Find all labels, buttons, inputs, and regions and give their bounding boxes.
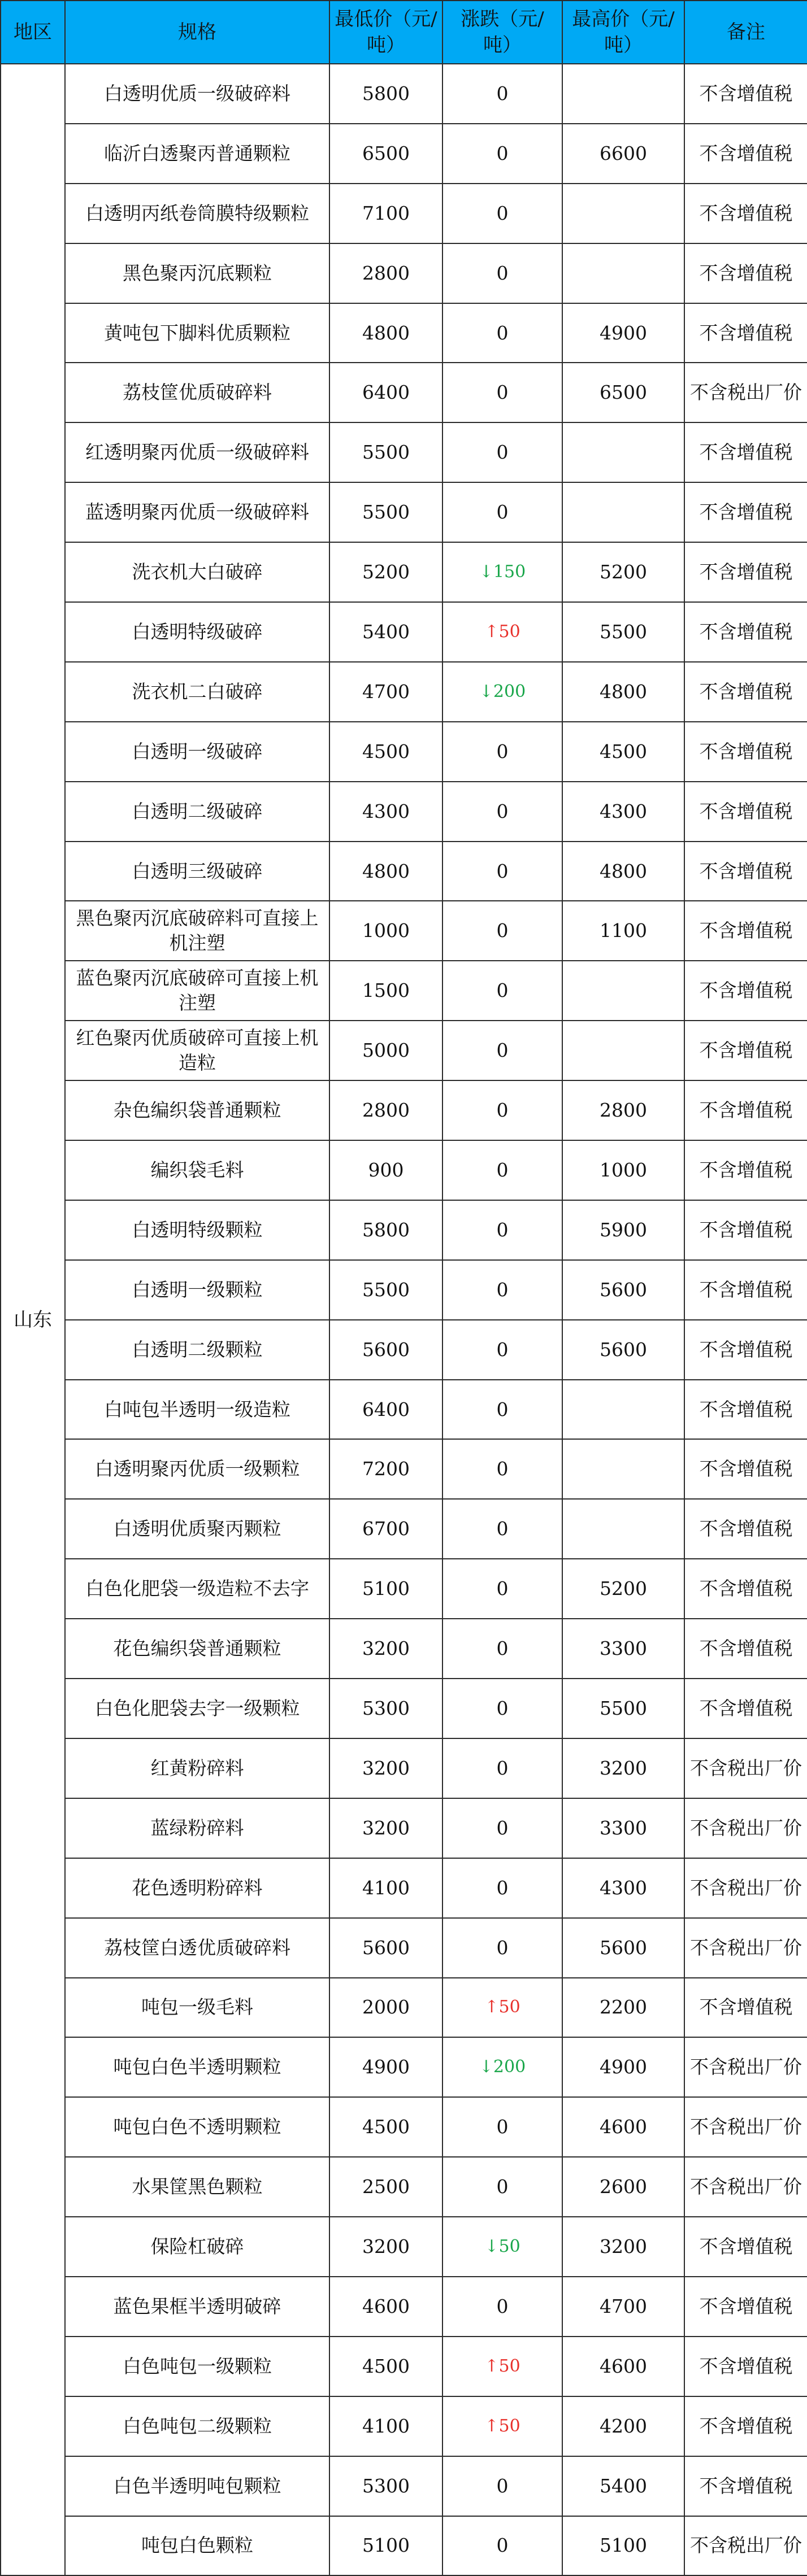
spec-cell: 白透明一级颗粒 [65,1260,329,1320]
note-cell: 不含增值税 [684,1021,807,1080]
spec-cell: 黄吨包下脚料优质颗粒 [65,303,329,363]
note-cell: 不含增值税 [684,303,807,363]
header-high-price: 最高价（元/吨） [562,1,684,64]
low-price-cell: 4100 [329,1858,442,1918]
change-cell: ↑50 [442,2337,562,2396]
high-price-cell: 3200 [562,2217,684,2277]
high-price-cell: 3200 [562,1738,684,1798]
table-row [1,1320,807,1380]
low-price-cell: 4500 [329,722,442,782]
region-cell: 山东 [1,64,65,2575]
spec-cell: 洗衣机二白破碎 [65,662,329,722]
high-price-cell [562,1439,684,1499]
table-row [1,662,807,722]
low-price-cell: 5500 [329,422,442,482]
change-cell: 0 [442,1200,562,1260]
note-cell: 不含增值税 [684,2337,807,2396]
table-row [1,961,807,1021]
high-price-cell: 4800 [562,842,684,901]
low-price-cell: 3200 [329,1798,442,1858]
note-cell: 不含增值税 [684,1499,807,1559]
high-price-cell: 4600 [562,2337,684,2396]
high-price-cell: 4600 [562,2097,684,2157]
note-cell: 不含增值税 [684,1140,807,1200]
change-cell: 0 [442,124,562,184]
change-cell: 0 [442,1918,562,1978]
high-price-cell [562,64,684,124]
spec-cell: 保险杠破碎 [65,2217,329,2277]
spec-cell: 白色化肥袋去字一级颗粒 [65,1679,329,1738]
table-row [1,1858,807,1918]
change-cell: 0 [442,184,562,243]
low-price-cell: 4900 [329,2037,442,2097]
table-row [1,2396,807,2456]
high-price-cell [562,1021,684,1080]
spec-cell: 白色吨包二级颗粒 [65,2396,329,2456]
note-cell: 不含税出厂价 [684,2516,807,2576]
low-price-cell: 4600 [329,2277,442,2337]
change-cell: 0 [442,1619,562,1679]
header-row [1,1,807,64]
table-row [1,1738,807,1798]
change-cell: 0 [442,1320,562,1380]
table-row [1,1080,807,1140]
note-cell: 不含增值税 [684,662,807,722]
spec-cell: 白色化肥袋一级造粒不去字 [65,1559,329,1619]
change-cell: 0 [442,1798,562,1858]
change-cell: 0 [442,1140,562,1200]
low-price-cell: 6400 [329,1380,442,1440]
table-row [1,1619,807,1679]
spec-cell: 吨包白色颗粒 [65,2516,329,2576]
low-price-cell: 6500 [329,124,442,184]
header-note: 备注 [684,1,807,64]
table-row [1,722,807,782]
change-cell: 0 [442,1439,562,1499]
spec-cell: 白透明特级破碎 [65,602,329,662]
note-cell: 不含增值税 [684,422,807,482]
high-price-cell: 5200 [562,1559,684,1619]
table-row [1,2217,807,2277]
table-row [1,1798,807,1858]
spec-cell: 编织袋毛料 [65,1140,329,1200]
note-cell: 不含增值税 [684,2396,807,2456]
change-cell: ↑50 [442,602,562,662]
high-price-cell: 5600 [562,1918,684,1978]
note-cell: 不含增值税 [684,782,807,842]
table-row [1,782,807,842]
low-price-cell: 4800 [329,842,442,901]
low-price-cell: 5000 [329,1021,442,1080]
header-low-price: 最低价（元/吨） [329,1,442,64]
change-cell: 0 [442,243,562,303]
low-price-cell: 5100 [329,1559,442,1619]
table-row [1,542,807,602]
note-cell: 不含增值税 [684,243,807,303]
low-price-cell: 3200 [329,1619,442,1679]
spec-cell: 洗衣机大白破碎 [65,542,329,602]
spec-cell: 白透明优质一级破碎料 [65,64,329,124]
note-cell: 不含增值税 [684,722,807,782]
change-cell: 0 [442,842,562,901]
high-price-cell: 3300 [562,1619,684,1679]
note-cell: 不含增值税 [684,1619,807,1679]
table-row [1,2516,807,2576]
high-price-cell: 6600 [562,124,684,184]
note-cell: 不含税出厂价 [684,363,807,422]
change-cell: ↓200 [442,662,562,722]
high-price-cell: 4200 [562,2396,684,2456]
low-price-cell: 5800 [329,64,442,124]
table-row [1,243,807,303]
high-price-cell [562,243,684,303]
table-row [1,1679,807,1738]
low-price-cell: 6400 [329,363,442,422]
header-change: 涨跌（元/吨） [442,1,562,64]
high-price-cell: 4900 [562,2037,684,2097]
table-row [1,2157,807,2217]
change-cell: 0 [442,782,562,842]
change-cell: 0 [442,901,562,961]
table-row [1,1978,807,2038]
note-cell: 不含增值税 [684,1679,807,1738]
spec-cell: 白透明丙纸卷筒膜特级颗粒 [65,184,329,243]
low-price-cell: 5500 [329,482,442,542]
high-price-cell [562,961,684,1021]
spec-cell: 白吨包半透明一级造粒 [65,1380,329,1440]
low-price-cell: 6700 [329,1499,442,1559]
note-cell: 不含增值税 [684,1559,807,1619]
high-price-cell: 5200 [562,542,684,602]
change-cell: 0 [442,482,562,542]
note-cell: 不含增值税 [684,961,807,1021]
note-cell: 不含增值税 [684,1320,807,1380]
low-price-cell: 5600 [329,1320,442,1380]
high-price-cell: 5900 [562,1200,684,1260]
change-cell: 0 [442,2157,562,2217]
high-price-cell [562,1499,684,1559]
low-price-cell: 2500 [329,2157,442,2217]
table-row [1,1021,807,1080]
high-price-cell: 2200 [562,1978,684,2038]
spec-cell: 白色半透明吨包颗粒 [65,2456,329,2516]
high-price-cell: 4800 [562,662,684,722]
spec-cell: 红色聚丙优质破碎可直接上机造粒 [65,1021,329,1080]
spec-cell: 白色吨包一级颗粒 [65,2337,329,2396]
table-header [1,1,807,64]
spec-cell: 荔枝筐优质破碎料 [65,363,329,422]
spec-cell: 荔枝筐白透优质破碎料 [65,1918,329,1978]
high-price-cell: 5400 [562,2456,684,2516]
low-price-cell: 5500 [329,1260,442,1320]
note-cell: 不含增值税 [684,482,807,542]
table-row [1,1918,807,1978]
low-price-cell: 4300 [329,782,442,842]
high-price-cell: 4500 [562,722,684,782]
note-cell: 不含增值税 [684,2217,807,2277]
change-cell: 0 [442,1858,562,1918]
note-cell: 不含增值税 [684,1200,807,1260]
low-price-cell: 1000 [329,901,442,961]
low-price-cell: 2800 [329,243,442,303]
spec-cell: 花色透明粉碎料 [65,1858,329,1918]
spec-cell: 杂色编织袋普通颗粒 [65,1080,329,1140]
spec-cell: 白透明优质聚丙颗粒 [65,1499,329,1559]
table-row [1,2037,807,2097]
note-cell: 不含增值税 [684,124,807,184]
low-price-cell: 5100 [329,2516,442,2576]
low-price-cell: 1500 [329,961,442,1021]
low-price-cell: 4100 [329,2396,442,2456]
change-cell: 0 [442,1738,562,1798]
note-cell: 不含增值税 [684,1380,807,1440]
table-row [1,1200,807,1260]
note-cell: 不含税出厂价 [684,2037,807,2097]
spec-cell: 吨包一级毛料 [65,1978,329,2038]
high-price-cell: 2800 [562,1080,684,1140]
change-cell: 0 [442,1499,562,1559]
change-cell: 0 [442,2456,562,2516]
header-spec: 规格 [65,1,329,64]
table-row [1,602,807,662]
spec-cell: 白透明二级破碎 [65,782,329,842]
high-price-cell: 4300 [562,782,684,842]
spec-cell: 红黄粉碎料 [65,1738,329,1798]
table-row [1,303,807,363]
change-cell: ↑50 [442,2396,562,2456]
spec-cell: 白透明特级颗粒 [65,1200,329,1260]
change-cell: 0 [442,1260,562,1320]
note-cell: 不含税出厂价 [684,1798,807,1858]
low-price-cell: 5400 [329,602,442,662]
table-row [1,64,807,124]
note-cell: 不含增值税 [684,542,807,602]
note-cell: 不含增值税 [684,901,807,961]
note-cell: 不含增值税 [684,842,807,901]
note-cell: 不含增值税 [684,602,807,662]
spec-cell: 吨包白色半透明颗粒 [65,2037,329,2097]
change-cell: 0 [442,722,562,782]
high-price-cell: 5500 [562,602,684,662]
high-price-cell [562,1380,684,1440]
low-price-cell: 2800 [329,1080,442,1140]
table-row [1,1380,807,1440]
change-cell: 0 [442,64,562,124]
low-price-cell: 4500 [329,2097,442,2157]
high-price-cell: 4700 [562,2277,684,2337]
spec-cell: 蓝绿粉碎料 [65,1798,329,1858]
table-row [1,1559,807,1619]
note-cell: 不含增值税 [684,1080,807,1140]
table-row [1,1140,807,1200]
spec-cell: 白透明一级破碎 [65,722,329,782]
table-row [1,2277,807,2337]
low-price-cell: 3200 [329,2217,442,2277]
note-cell: 不含增值税 [684,1978,807,2038]
change-cell: 0 [442,363,562,422]
low-price-cell: 4500 [329,2337,442,2396]
low-price-cell: 7200 [329,1439,442,1499]
change-cell: ↓150 [442,542,562,602]
spec-cell: 蓝透明聚丙优质一级破碎料 [65,482,329,542]
change-cell: 0 [442,303,562,363]
table-row [1,422,807,482]
spec-cell: 蓝色聚丙沉底破碎可直接上机注塑 [65,961,329,1021]
note-cell: 不含增值税 [684,2456,807,2516]
table-row [1,1439,807,1499]
high-price-cell: 6500 [562,363,684,422]
note-cell: 不含增值税 [684,1260,807,1320]
note-cell: 不含税出厂价 [684,1858,807,1918]
high-price-cell: 3300 [562,1798,684,1858]
note-cell: 不含税出厂价 [684,2097,807,2157]
low-price-cell: 7100 [329,184,442,243]
spec-cell: 花色编织袋普通颗粒 [65,1619,329,1679]
table-row [1,363,807,422]
table-row [1,842,807,901]
change-cell: 0 [442,1679,562,1738]
low-price-cell: 5600 [329,1918,442,1978]
high-price-cell [562,482,684,542]
table-row [1,124,807,184]
table-row [1,2337,807,2396]
table-body [1,64,807,2575]
note-cell: 不含增值税 [684,184,807,243]
change-cell: ↓50 [442,2217,562,2277]
spec-cell: 白透明聚丙优质一级颗粒 [65,1439,329,1499]
spec-cell: 黑色聚丙沉底破碎料可直接上机注塑 [65,901,329,961]
high-price-cell: 1000 [562,1140,684,1200]
note-cell: 不含税出厂价 [684,1738,807,1798]
high-price-cell: 5500 [562,1679,684,1738]
table-row [1,184,807,243]
change-cell: 0 [442,1080,562,1140]
spec-cell: 黑色聚丙沉底颗粒 [65,243,329,303]
spec-cell: 蓝色果框半透明破碎 [65,2277,329,2337]
spec-cell: 白透明三级破碎 [65,842,329,901]
low-price-cell: 900 [329,1140,442,1200]
change-cell: 0 [442,1559,562,1619]
change-cell: 0 [442,422,562,482]
note-cell: 不含税出厂价 [684,2157,807,2217]
note-cell: 不含增值税 [684,2277,807,2337]
change-cell: 0 [442,1021,562,1080]
high-price-cell: 5600 [562,1320,684,1380]
high-price-cell [562,422,684,482]
spec-cell: 红透明聚丙优质一级破碎料 [65,422,329,482]
low-price-cell: 4700 [329,662,442,722]
table-row [1,2456,807,2516]
table-row [1,901,807,961]
low-price-cell: 5300 [329,1679,442,1738]
low-price-cell: 5200 [329,542,442,602]
spec-cell: 水果筐黑色颗粒 [65,2157,329,2217]
header-region: 地区 [1,1,65,64]
note-cell: 不含增值税 [684,64,807,124]
high-price-cell: 4900 [562,303,684,363]
high-price-cell: 4300 [562,1858,684,1918]
high-price-cell [562,184,684,243]
table-row [1,482,807,542]
low-price-cell: 4800 [329,303,442,363]
low-price-cell: 5300 [329,2456,442,2516]
table-row [1,1499,807,1559]
note-cell: 不含税出厂价 [684,1918,807,1978]
high-price-cell: 5100 [562,2516,684,2576]
note-cell: 不含增值税 [684,1439,807,1499]
low-price-cell: 2000 [329,1978,442,2038]
low-price-cell: 3200 [329,1738,442,1798]
change-cell: 0 [442,961,562,1021]
change-cell: ↑50 [442,1978,562,2038]
spec-cell: 白透明二级颗粒 [65,1320,329,1380]
high-price-cell: 1100 [562,901,684,961]
change-cell: 0 [442,2277,562,2337]
change-cell: ↓200 [442,2037,562,2097]
high-price-cell: 2600 [562,2157,684,2217]
change-cell: 0 [442,1380,562,1440]
change-cell: 0 [442,2516,562,2576]
low-price-cell: 5800 [329,1200,442,1260]
change-cell: 0 [442,2097,562,2157]
spec-cell: 临沂白透聚丙普通颗粒 [65,124,329,184]
table-row [1,1260,807,1320]
spec-cell: 吨包白色不透明颗粒 [65,2097,329,2157]
table-row [1,2097,807,2157]
high-price-cell: 5600 [562,1260,684,1320]
